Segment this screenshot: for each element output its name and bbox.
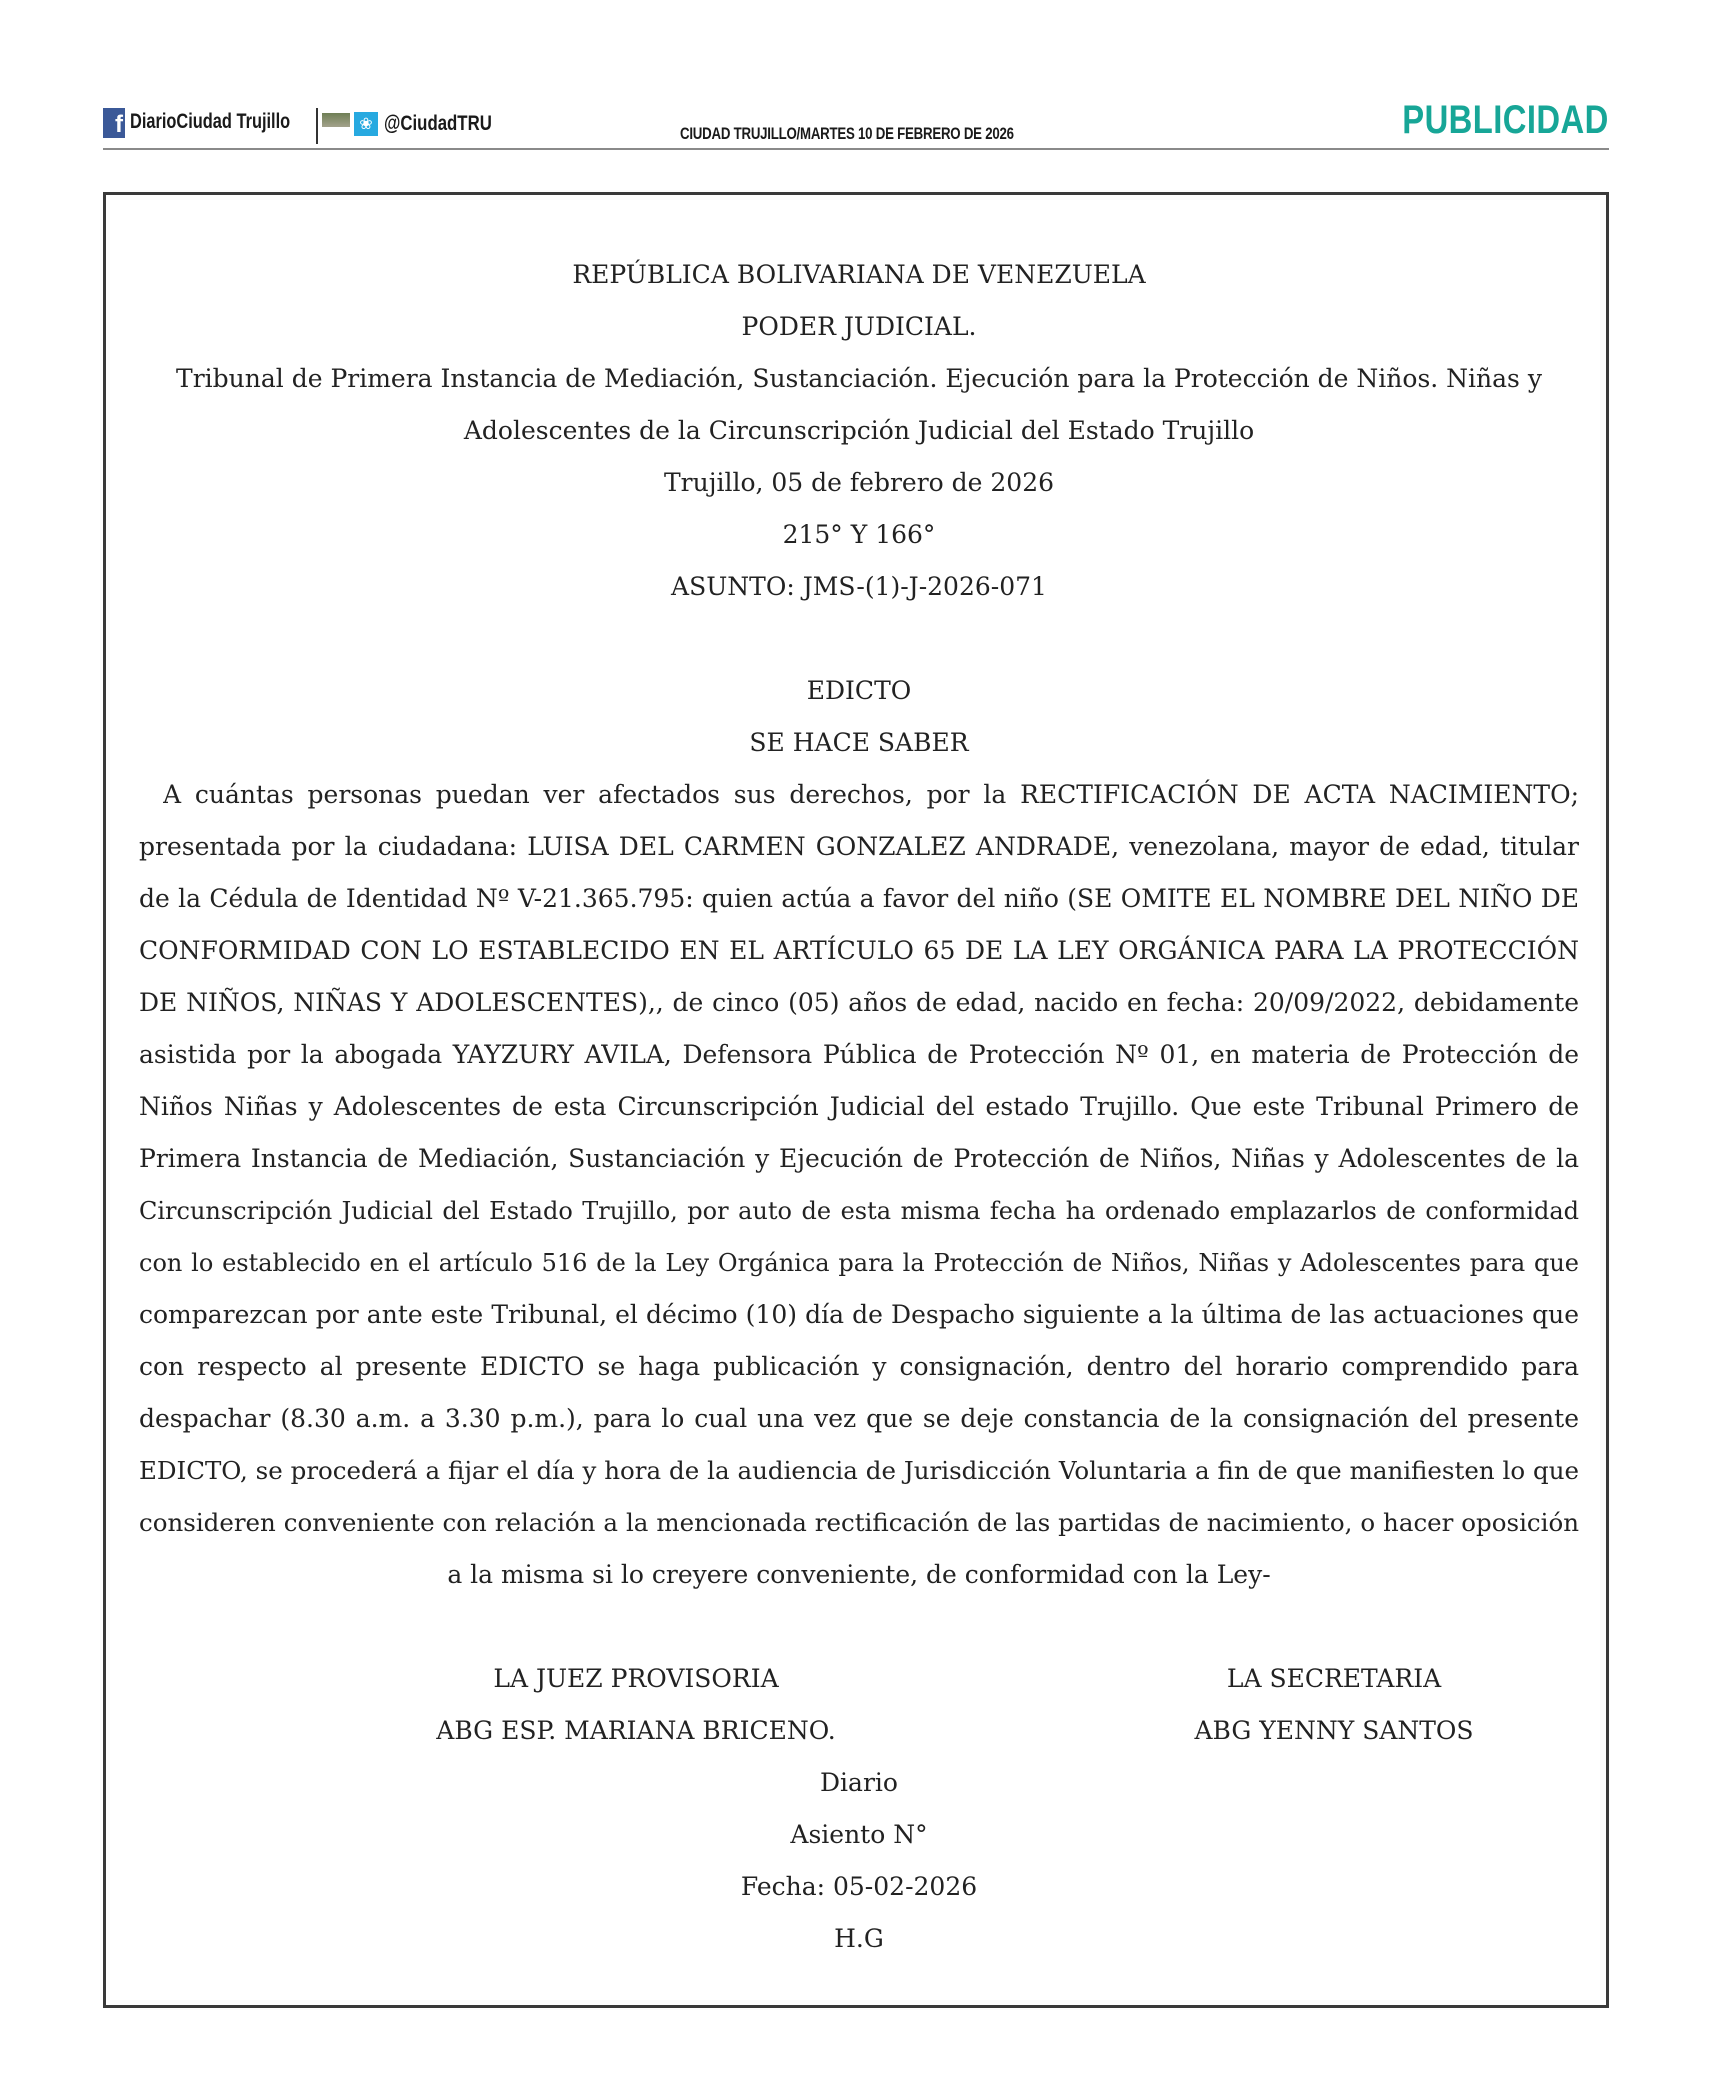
section-title: PUBLICIDAD xyxy=(1402,98,1609,142)
heading-line: Tribunal de Primera Instancia de Mediación, Sustanciación. Ejecución para la Protección de Niños. Niñas y xyxy=(176,364,1542,393)
footer-fecha: Fecha: 05-02-2026 xyxy=(740,1872,978,1901)
twitter-icon: ❀ xyxy=(354,112,378,136)
heading-date: Trujillo, 05 de febrero de 2026 xyxy=(663,468,1055,497)
twitter-handle: @CiudadTRU xyxy=(384,112,492,135)
photo-thumbnail-icon xyxy=(322,113,350,127)
notice-subtitle: SE HACE SABER xyxy=(749,728,969,757)
body-line: EDICTO, se procederá a fijar el día y hora de la audiencia de Jurisdicción Voluntaria a fin de que manifiesten lo que xyxy=(139,1456,1579,1485)
body-line: con lo establecido en el artículo 516 de la Ley Orgánica para la Protección de Niños, Niñas y Adolescentes para que xyxy=(139,1249,1579,1277)
body-line: DE NIÑOS, NIÑAS Y ADOLESCENTES),, de cinco (05) años de edad, nacido en fecha: 20/09/2022, debidamente xyxy=(139,988,1579,1017)
footer-initials: H.G xyxy=(834,1924,884,1953)
judge-name: ABG ESP. MARIANA BRICENO. xyxy=(436,1716,836,1745)
footer-asiento: Asiento N° xyxy=(790,1820,928,1849)
body-line: Primera Instancia de Mediación, Sustanciación y Ejecución de Protección de Niños, Niñas y Adolescentes de la xyxy=(139,1144,1579,1173)
body-line: despachar (8.30 a.m. a 3.30 p.m.), para lo cual una vez que se deje constancia de la consignación del presente xyxy=(139,1404,1579,1433)
heading-years: 215° Y 166° xyxy=(782,520,936,549)
header-rule xyxy=(103,148,1609,150)
notice-title: EDICTO xyxy=(806,676,912,705)
body-line: CONFORMIDAD CON LO ESTABLECIDO EN EL ARTÍCULO 65 DE LA LEY ORGÁNICA PARA LA PROTECCIÓN xyxy=(139,936,1579,965)
heading-line: Adolescentes de la Circunscripción Judicial del Estado Trujillo xyxy=(463,416,1255,445)
body-line: asistida por la abogada YAYZURY AVILA, Defensora Pública de Protección Nº 01, en materia de Protección de xyxy=(139,1040,1579,1069)
edict-notice-box xyxy=(103,192,1609,2008)
facebook-icon: f xyxy=(103,108,125,138)
body-line: presentada por la ciudadana: LUISA DEL CARMEN GONZALEZ ANDRADE, venezolana, mayor de edad, titular xyxy=(139,832,1579,861)
body-line: A cuántas personas puedan ver afectados sus derechos, por la RECTIFICACIÓN DE ACTA NACIMIENTO; xyxy=(163,780,1579,809)
secretary-name: ABG YENNY SANTOS xyxy=(1194,1716,1474,1745)
body-line: consideren conveniente con relación a la mencionada rectificación de las partidas de nacimiento, o hacer oposición xyxy=(139,1508,1579,1537)
body-line: comparezcan por ante este Tribunal, el décimo (10) día de Despacho siguiente a la última de las actuaciones que xyxy=(139,1300,1579,1329)
heading-line: REPÚBLICA BOLIVARIANA DE VENEZUELA xyxy=(572,260,1146,289)
header-divider xyxy=(316,108,318,144)
footer-diario: Diario xyxy=(820,1768,898,1797)
body-last-line: a la misma si lo creyere conveniente, de conformidad con la Ley- xyxy=(447,1560,1271,1589)
body-line: de la Cédula de Identidad Nº V-21.365.795: quien actúa a favor del niño (SE OMITE EL NOMBRE DEL NIÑO DE xyxy=(139,884,1579,913)
body-line: Circunscripción Judicial del Estado Trujillo, por auto de esta misma fecha ha ordenado emplazarlos de conformidad xyxy=(139,1197,1579,1225)
facebook-handle: DiarioCiudad Trujillo xyxy=(130,110,291,133)
dateline: CIUDAD TRUJILLO/MARTES 10 DE FEBRERO DE 2026 xyxy=(680,124,1014,143)
secretary-title: LA SECRETARIA xyxy=(1226,1664,1442,1693)
judge-title: LA JUEZ PROVISORIA xyxy=(493,1664,779,1693)
case-number: ASUNTO: JMS-(1)-J-2026-071 xyxy=(671,572,1047,601)
body-line: con respecto al presente EDICTO se haga publicación y consignación, dentro del horario comprendido para xyxy=(139,1352,1579,1381)
heading-line: PODER JUDICIAL. xyxy=(741,312,977,341)
body-line: Niños Niñas y Adolescentes de esta Circunscripción Judicial del estado Trujillo. Que este Tribunal Primero de xyxy=(139,1092,1579,1121)
